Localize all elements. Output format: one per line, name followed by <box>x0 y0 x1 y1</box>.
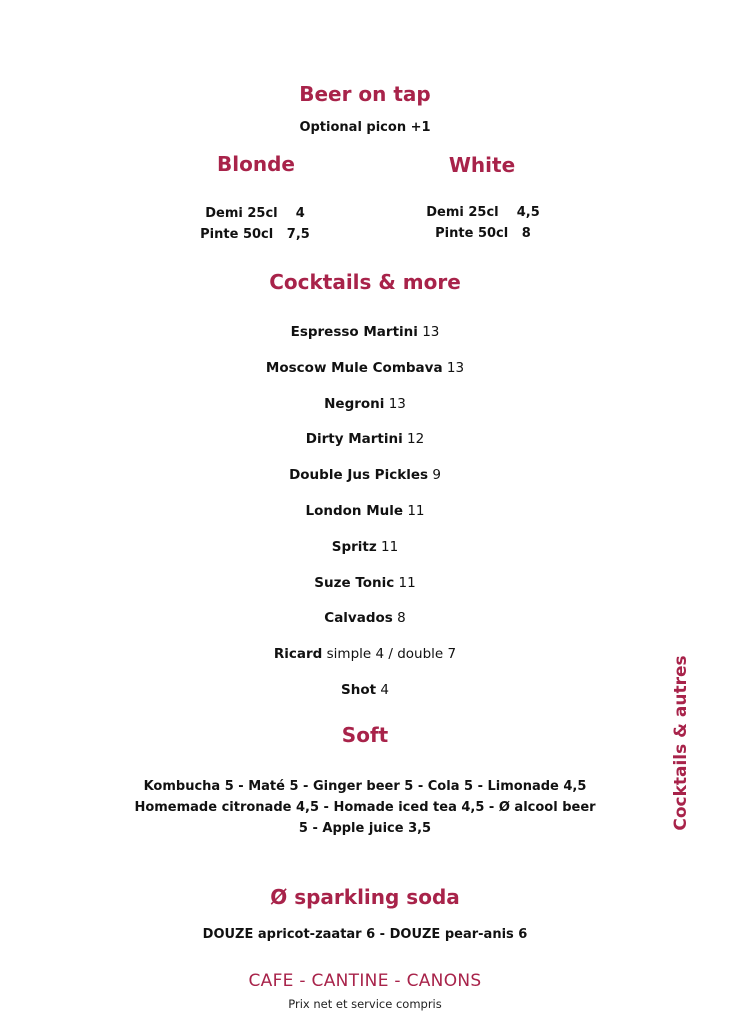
cocktails-title: Cocktails & more <box>269 270 461 294</box>
cocktail-price: 11 <box>398 574 416 591</box>
cocktail-price: simple 4 / double 7 <box>326 646 457 663</box>
blonde-prices <box>180 206 330 248</box>
cocktails-list <box>0 324 730 718</box>
cocktail-name: Calvados <box>324 610 393 627</box>
blonde-row-label: Pinte 50cl <box>200 227 274 242</box>
soft-line: Kombucha 5 - Maté 5 - Ginger beer 5 - Cola 5 - Limonade 4,5 <box>143 779 587 794</box>
blonde-row-price: 4 <box>295 206 305 221</box>
blonde-row-label: Demi 25cl <box>205 206 278 221</box>
cocktail-price: 8 <box>397 610 406 627</box>
white-row-label: Pinte 50cl <box>435 226 509 241</box>
cocktail-price: 11 <box>381 538 399 555</box>
cocktail-item <box>0 431 730 467</box>
soft-title: Soft <box>341 723 389 747</box>
soft-line: 5 - Apple juice 3,5 <box>298 821 432 836</box>
white-prices <box>408 205 558 247</box>
cocktail-name: Espresso Martini <box>290 324 418 340</box>
cocktail-item <box>0 610 730 646</box>
cocktail-name: Moscow Mule Combava <box>265 359 443 376</box>
white-row-label: Demi 25cl <box>426 205 499 220</box>
cocktail-price: 13 <box>446 359 465 376</box>
soft-line: Homemade citronade 4,5 - Homade iced tea 4,5 - Ø alcool beer <box>134 800 596 815</box>
cocktail-item <box>0 503 730 539</box>
blonde-row <box>180 206 330 227</box>
cocktail-price: 13 <box>422 324 440 340</box>
sparkling-title: Ø sparkling soda <box>270 885 460 909</box>
blonde-row-price: 7,5 <box>286 227 310 242</box>
cocktail-price: 12 <box>407 431 425 448</box>
cocktail-name: Negroni <box>324 395 385 412</box>
footer-title: CAFE - CANTINE - CANONS <box>248 971 482 991</box>
blonde-row <box>180 227 330 248</box>
cocktail-name: Ricard <box>273 646 323 663</box>
white-row <box>408 205 558 226</box>
cocktail-price: 9 <box>432 467 441 484</box>
cocktail-price: 11 <box>407 502 425 519</box>
white-row <box>408 226 558 247</box>
cocktail-item <box>0 646 730 682</box>
footer-note: Prix net et service compris <box>288 997 442 1011</box>
beer-title: Beer on tap <box>299 82 431 106</box>
side-label: Cocktails & autres <box>671 655 691 831</box>
cocktail-item <box>0 324 730 360</box>
cocktail-name: Spritz <box>331 538 377 555</box>
cocktail-item <box>0 396 730 432</box>
white-title: White <box>448 153 516 177</box>
cocktail-item <box>0 467 730 503</box>
blonde-title: Blonde <box>217 152 295 176</box>
sparkling-line: DOUZE apricot-zaatar 6 - DOUZE pear-anis 6 <box>202 927 528 942</box>
white-row-price: 4,5 <box>516 205 540 220</box>
cocktail-item <box>0 539 730 575</box>
cocktail-price: 13 <box>388 395 406 412</box>
cocktail-name: Shot <box>341 681 377 698</box>
soft-list <box>0 776 730 839</box>
cocktail-name: London Mule <box>305 502 404 519</box>
cocktail-item <box>0 682 730 718</box>
cocktail-name: Suze Tonic <box>314 574 395 591</box>
cocktail-price: 4 <box>380 681 389 698</box>
cocktail-name: Double Jus Pickles <box>289 467 429 484</box>
cocktail-item <box>0 575 730 611</box>
white-row-price: 8 <box>521 226 531 241</box>
cocktail-item <box>0 360 730 396</box>
cocktail-name: Dirty Martini <box>305 431 403 448</box>
picon-note: Optional picon +1 <box>299 120 431 135</box>
